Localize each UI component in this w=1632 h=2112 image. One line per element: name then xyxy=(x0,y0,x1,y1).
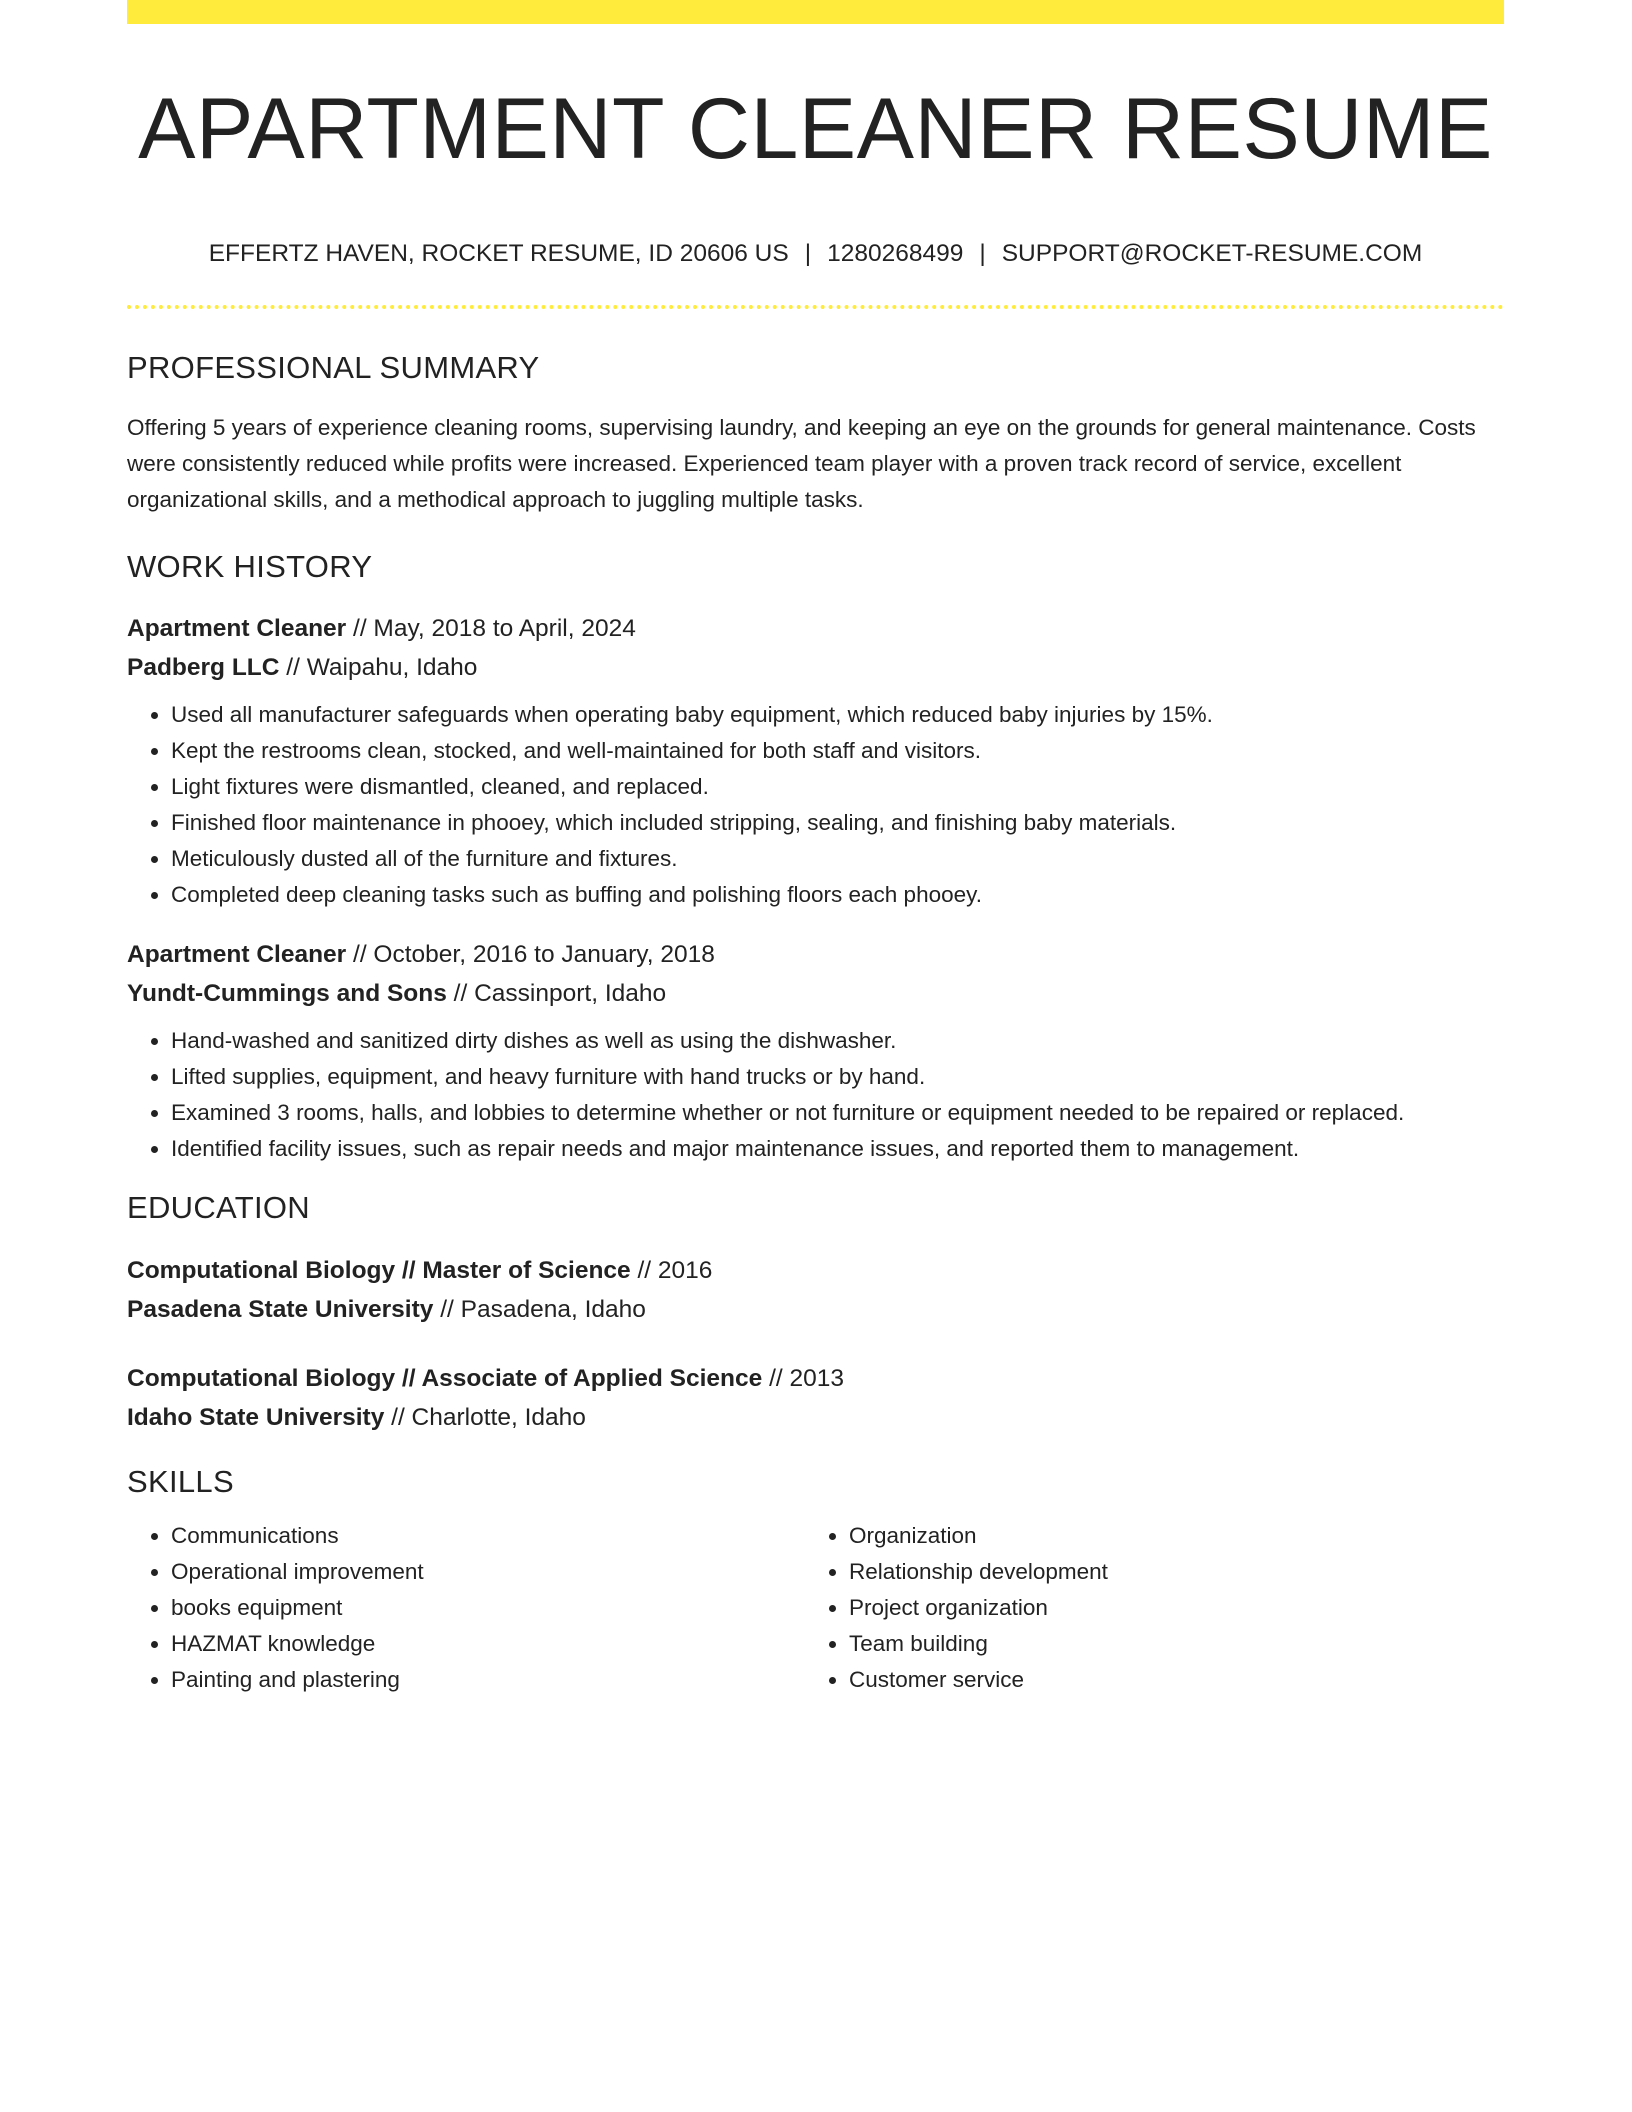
list-item: • Light fixtures were dismantled, cleaned, and replaced. xyxy=(171,769,1504,805)
list-item: • Hand-washed and sanitized dirty dishes as well as using the dishwasher. xyxy=(171,1023,1504,1059)
skill-item: • HAZMAT knowledge xyxy=(171,1626,805,1662)
skill-item: • Painting and plastering xyxy=(171,1662,805,1698)
accent-top-bar xyxy=(127,0,1504,24)
resume-title: APARTMENT CLEANER RESUME xyxy=(138,81,1493,177)
contact-line xyxy=(127,239,1504,268)
job-title: Apartment Cleaner xyxy=(127,615,347,643)
job-title-line xyxy=(127,935,1504,974)
degree: Computational Biology // Master of Science xyxy=(127,1256,631,1284)
contact-email: SUPPORT@ROCKET-RESUME.COM xyxy=(1001,239,1423,267)
skill-item: • Team building xyxy=(849,1626,1483,1662)
summary-heading: PROFESSIONAL SUMMARY xyxy=(127,349,540,385)
contact-phone: 1280268499 xyxy=(827,239,964,267)
contact-address: EFFERTZ HAVEN, ROCKET RESUME, ID 20606 US xyxy=(208,239,789,267)
job-entry xyxy=(127,935,1504,1167)
list-item: • Identified facility issues, such as repair needs and major maintenance issues, and reported them to management. xyxy=(171,1131,1504,1167)
degree-line xyxy=(127,1251,1504,1290)
graduation-year: // 2016 xyxy=(630,1256,713,1284)
job-company-line xyxy=(127,648,1504,687)
job-location: // Cassinport, Idaho xyxy=(446,980,667,1008)
skill-item: • Project organization xyxy=(849,1590,1483,1626)
job-company: Yundt-Cummings and Sons xyxy=(127,980,447,1008)
job-entry xyxy=(127,609,1504,913)
contact-separator: | xyxy=(979,239,986,267)
job-location: // Waipahu, Idaho xyxy=(279,654,478,682)
job-title-line xyxy=(127,609,1504,648)
job-company: Padberg LLC xyxy=(127,654,280,682)
job-company-line xyxy=(127,974,1504,1013)
education-heading: EDUCATION xyxy=(127,1190,310,1226)
summary-text: Offering 5 years of experience cleaning rooms, supervising laundry, and keeping an eye on the grounds for general maintenance. Costs were consistently reduced while profits were increased. Experienced team player with a proven track record of service, excellent organizational skills, and a methodical approach to juggling multiple tasks. xyxy=(127,415,1476,513)
skill-item: • Relationship development xyxy=(849,1554,1483,1590)
school-line xyxy=(127,1290,1504,1329)
resume-page xyxy=(127,0,1504,1698)
list-item: • Used all manufacturer safeguards when operating baby equipment, which reduced baby injuries by 15%. xyxy=(171,697,1504,733)
graduation-year: // 2013 xyxy=(762,1364,845,1392)
school-location: // Charlotte, Idaho xyxy=(384,1403,586,1431)
job-dates: // October, 2016 to January, 2018 xyxy=(346,941,715,969)
skill-item: • Operational improvement xyxy=(171,1554,805,1590)
skills-column-right xyxy=(805,1518,1483,1698)
job-title: Apartment Cleaner xyxy=(127,941,347,969)
work-history-heading: WORK HISTORY xyxy=(127,549,373,585)
list-item: • Meticulously dusted all of the furniture and fixtures. xyxy=(171,841,1504,877)
job-bullets xyxy=(127,697,1504,913)
skills-columns xyxy=(127,1518,1504,1698)
skill-item: • Organization xyxy=(849,1518,1483,1554)
skills-list xyxy=(127,1518,805,1698)
education-entry xyxy=(127,1251,1504,1329)
skills-heading: SKILLS xyxy=(127,1463,234,1499)
school-name: Idaho State University xyxy=(127,1403,385,1431)
school-name: Pasadena State University xyxy=(127,1295,434,1323)
list-item: • Finished floor maintenance in phooey, which included stripping, sealing, and finishing baby materials. xyxy=(171,805,1504,841)
dotted-divider xyxy=(127,305,1504,309)
skills-list xyxy=(805,1518,1483,1698)
list-item: • Completed deep cleaning tasks such as buffing and polishing floors each phooey. xyxy=(171,877,1504,913)
job-bullets xyxy=(127,1023,1504,1167)
contact-separator: | xyxy=(804,239,812,267)
list-item: • Lifted supplies, equipment, and heavy furniture with hand trucks or by hand. xyxy=(171,1059,1504,1095)
list-item: • Examined 3 rooms, halls, and lobbies to determine whether or not furniture or equipment needed to be repaired or replaced. xyxy=(171,1095,1504,1131)
education-entry xyxy=(127,1359,1504,1437)
degree-line xyxy=(127,1359,1504,1398)
school-line xyxy=(127,1398,1504,1437)
degree: Computational Biology // Associate of Applied Science xyxy=(127,1364,763,1392)
skill-item: • Communications xyxy=(171,1518,805,1554)
school-location: // Pasadena, Idaho xyxy=(433,1295,646,1323)
skill-item: • books equipment xyxy=(171,1590,805,1626)
job-dates: // May, 2018 to April, 2024 xyxy=(346,615,636,643)
list-item: • Kept the restrooms clean, stocked, and well-maintained for both staff and visitors. xyxy=(171,733,1504,769)
skills-column-left xyxy=(127,1518,805,1698)
skill-item: • Customer service xyxy=(849,1662,1483,1698)
